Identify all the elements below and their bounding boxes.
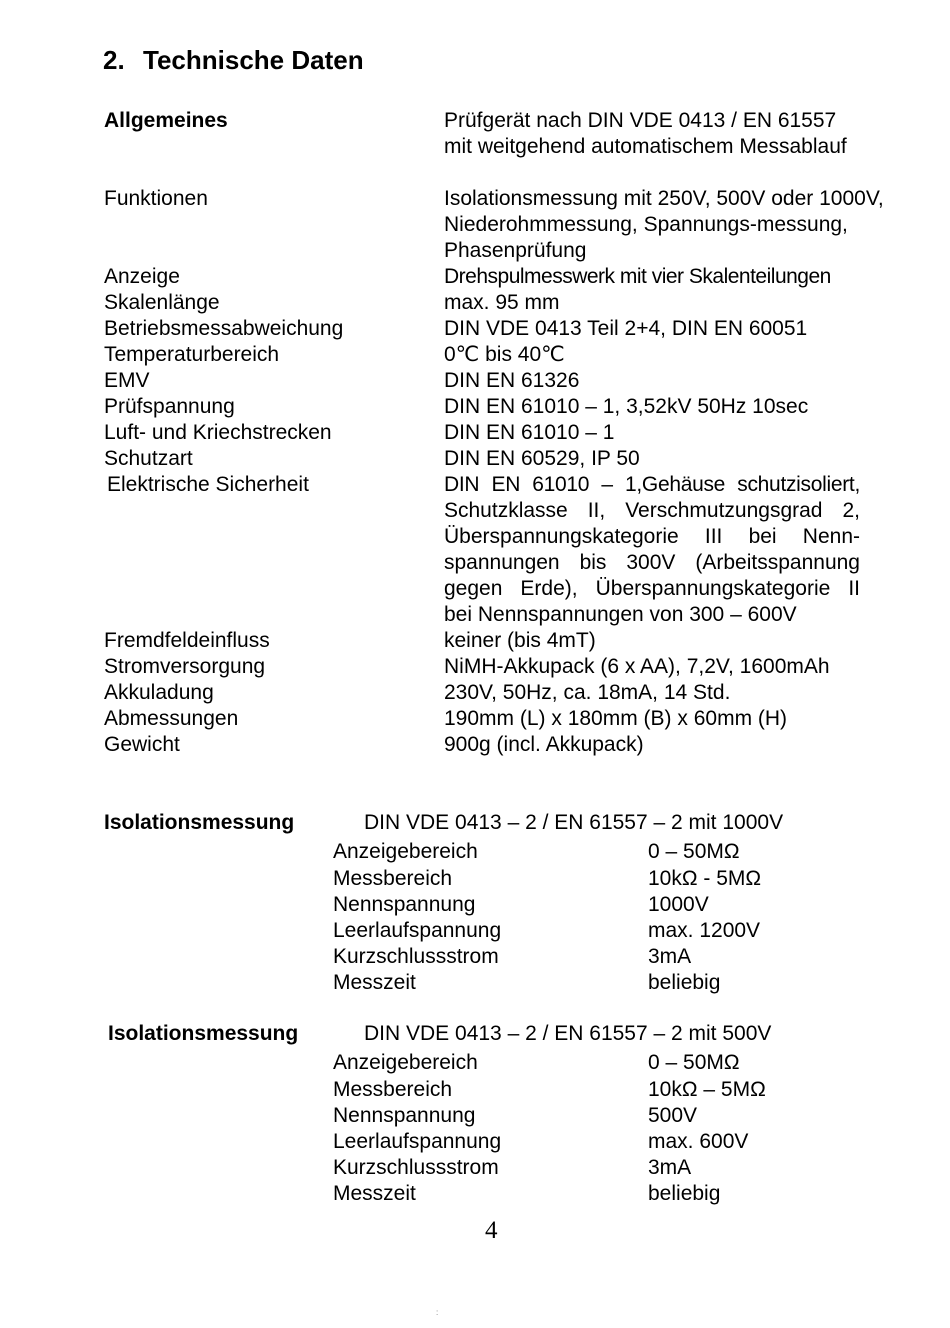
spec-label-gewicht: Gewicht [104,733,180,756]
spec-value-line: Niederohmmessung, Spannungs-messung, [444,213,848,236]
insulation-1000-param-name: Messbereich [333,867,453,890]
insulation-500-param-value: 3mA [648,1156,692,1179]
insulation-500-param-name: Anzeigebereich [333,1051,478,1074]
spec-value-line: Schutzklasse II, Verschmutzungsgrad 2, [444,499,860,522]
spec-value-line: gegen Erde), Überspannungskategorie II [444,577,860,600]
section-number: 2. [103,45,125,75]
general-value-line: Prüfgerät nach DIN VDE 0413 / EN 61557 [444,109,837,132]
spec-label-stromversorgung: Stromversorgung [104,655,266,678]
spec-value-line: DIN EN 61010 – 1 [444,421,615,444]
spec-value-line: 0℃ bis 40℃ [444,343,565,366]
insulation-1000-param-value: 0 – 50MΩ [648,840,740,863]
insulation-1000-param-value: beliebig [648,971,721,994]
insulation-1000-param-name: Nennspannung [333,893,476,916]
insulation-500-param-value: 500V [648,1104,698,1127]
spec-label-emv: EMV [104,369,150,392]
spec-label-betriebsmessabweichung: Betriebsmessabweichung [104,317,344,340]
spec-value-line: NiMH-Akkupack (6 x AA), 7,2V, 1600mAh [444,655,830,678]
spec-label-funktionen: Funktionen [104,187,208,210]
insulation-1000-param-name: Messzeit [333,971,416,994]
insulation-500-param-name: Messbereich [333,1078,453,1101]
general-label: Allgemeines [104,109,228,132]
spec-value-line: Überspannungskategorie III bei Nenn- [444,525,860,548]
spec-value-line: 230V, 50Hz, ca. 18mA, 14 Std. [444,681,731,704]
insulation-500-param-name: Leerlaufspannung [333,1130,502,1153]
spec-value-line: Drehspulmesswerk mit vier Skalenteilungen [444,265,831,288]
spec-label-schutzart: Schutzart [104,447,193,470]
insulation-1000-param-value: 10kΩ - 5MΩ [648,867,762,890]
spec-value-line: 900g (incl. Akkupack) [444,733,644,756]
spec-value-line: DIN EN 61010 – 1,Gehäuse schutzisoliert, [444,473,860,496]
insulation-1000-param-name: Leerlaufspannung [333,919,502,942]
page-title: Technische Daten [143,45,364,75]
spec-value-line: max. 95 mm [444,291,560,314]
spec-label-elektrische-sicherheit: Elektrische Sicherheit [107,473,309,496]
insulation-1000-param-value: max. 1200V [648,919,761,942]
spec-value-line: bei Nennspannungen von 300 – 600V [444,603,797,626]
insulation-500-param-value: max. 600V [648,1130,749,1153]
insulation-500-label: Isolationsmessung [108,1022,299,1045]
spec-label-fremdfeldeinfluss: Fremdfeldeinfluss [104,629,270,652]
spec-value-line: Isolationsmessung mit 250V, 500V oder 1000V, [444,187,884,210]
spec-value-line: spannungen bis 300V (Arbeitsspannung [444,551,860,574]
insulation-1000-param-value: 3mA [648,945,692,968]
insulation-500-standard: DIN VDE 0413 – 2 / EN 61557 – 2 mit 500V [364,1022,772,1045]
spec-value-line: DIN EN 61326 [444,369,580,392]
spec-label-temperaturbereich: Temperaturbereich [104,343,280,366]
spec-label-abmessungen: Abmessungen [104,707,239,730]
spec-value-line: DIN VDE 0413 Teil 2+4, DIN EN 60051 [444,317,808,340]
insulation-500-param-name: Messzeit [333,1182,416,1205]
insulation-1000-label: Isolationsmessung [104,811,295,834]
insulation-1000-param-name: Anzeigebereich [333,840,478,863]
insulation-500-param-value: beliebig [648,1182,721,1205]
spec-label-pruefspannung: Prüfspannung [104,395,235,418]
insulation-500-param-name: Nennspannung [333,1104,476,1127]
spec-label-luft-kriechstrecken: Luft- und Kriechstrecken [104,421,332,444]
spec-value-line: DIN EN 60529, IP 50 [444,447,640,470]
spec-value-line: 190mm (L) x 180mm (B) x 60mm (H) [444,707,788,730]
insulation-500-param-value: 10kΩ – 5MΩ [648,1078,766,1101]
spec-value-line: Phasenprüfung [444,239,587,262]
insulation-1000-param-name: Kurzschlussstrom [333,945,499,968]
footer-mark: : [436,1308,439,1317]
general-value-line: mit weitgehend automatischem Messablauf [444,135,847,158]
insulation-1000-standard: DIN VDE 0413 – 2 / EN 61557 – 2 mit 1000V [364,811,784,834]
insulation-500-param-name: Kurzschlussstrom [333,1156,499,1179]
insulation-1000-param-value: 1000V [648,893,709,916]
spec-label-anzeige: Anzeige [104,265,180,288]
spec-value-line: keiner (bis 4mT) [444,629,596,652]
spec-value-line: DIN EN 61010 – 1, 3,52kV 50Hz 10sec [444,395,809,418]
page-number: 4 [485,1217,498,1244]
spec-label-skalenlaenge: Skalenlänge [104,291,220,314]
spec-label-akkuladung: Akkuladung [104,681,214,704]
insulation-500-param-value: 0 – 50MΩ [648,1051,740,1074]
